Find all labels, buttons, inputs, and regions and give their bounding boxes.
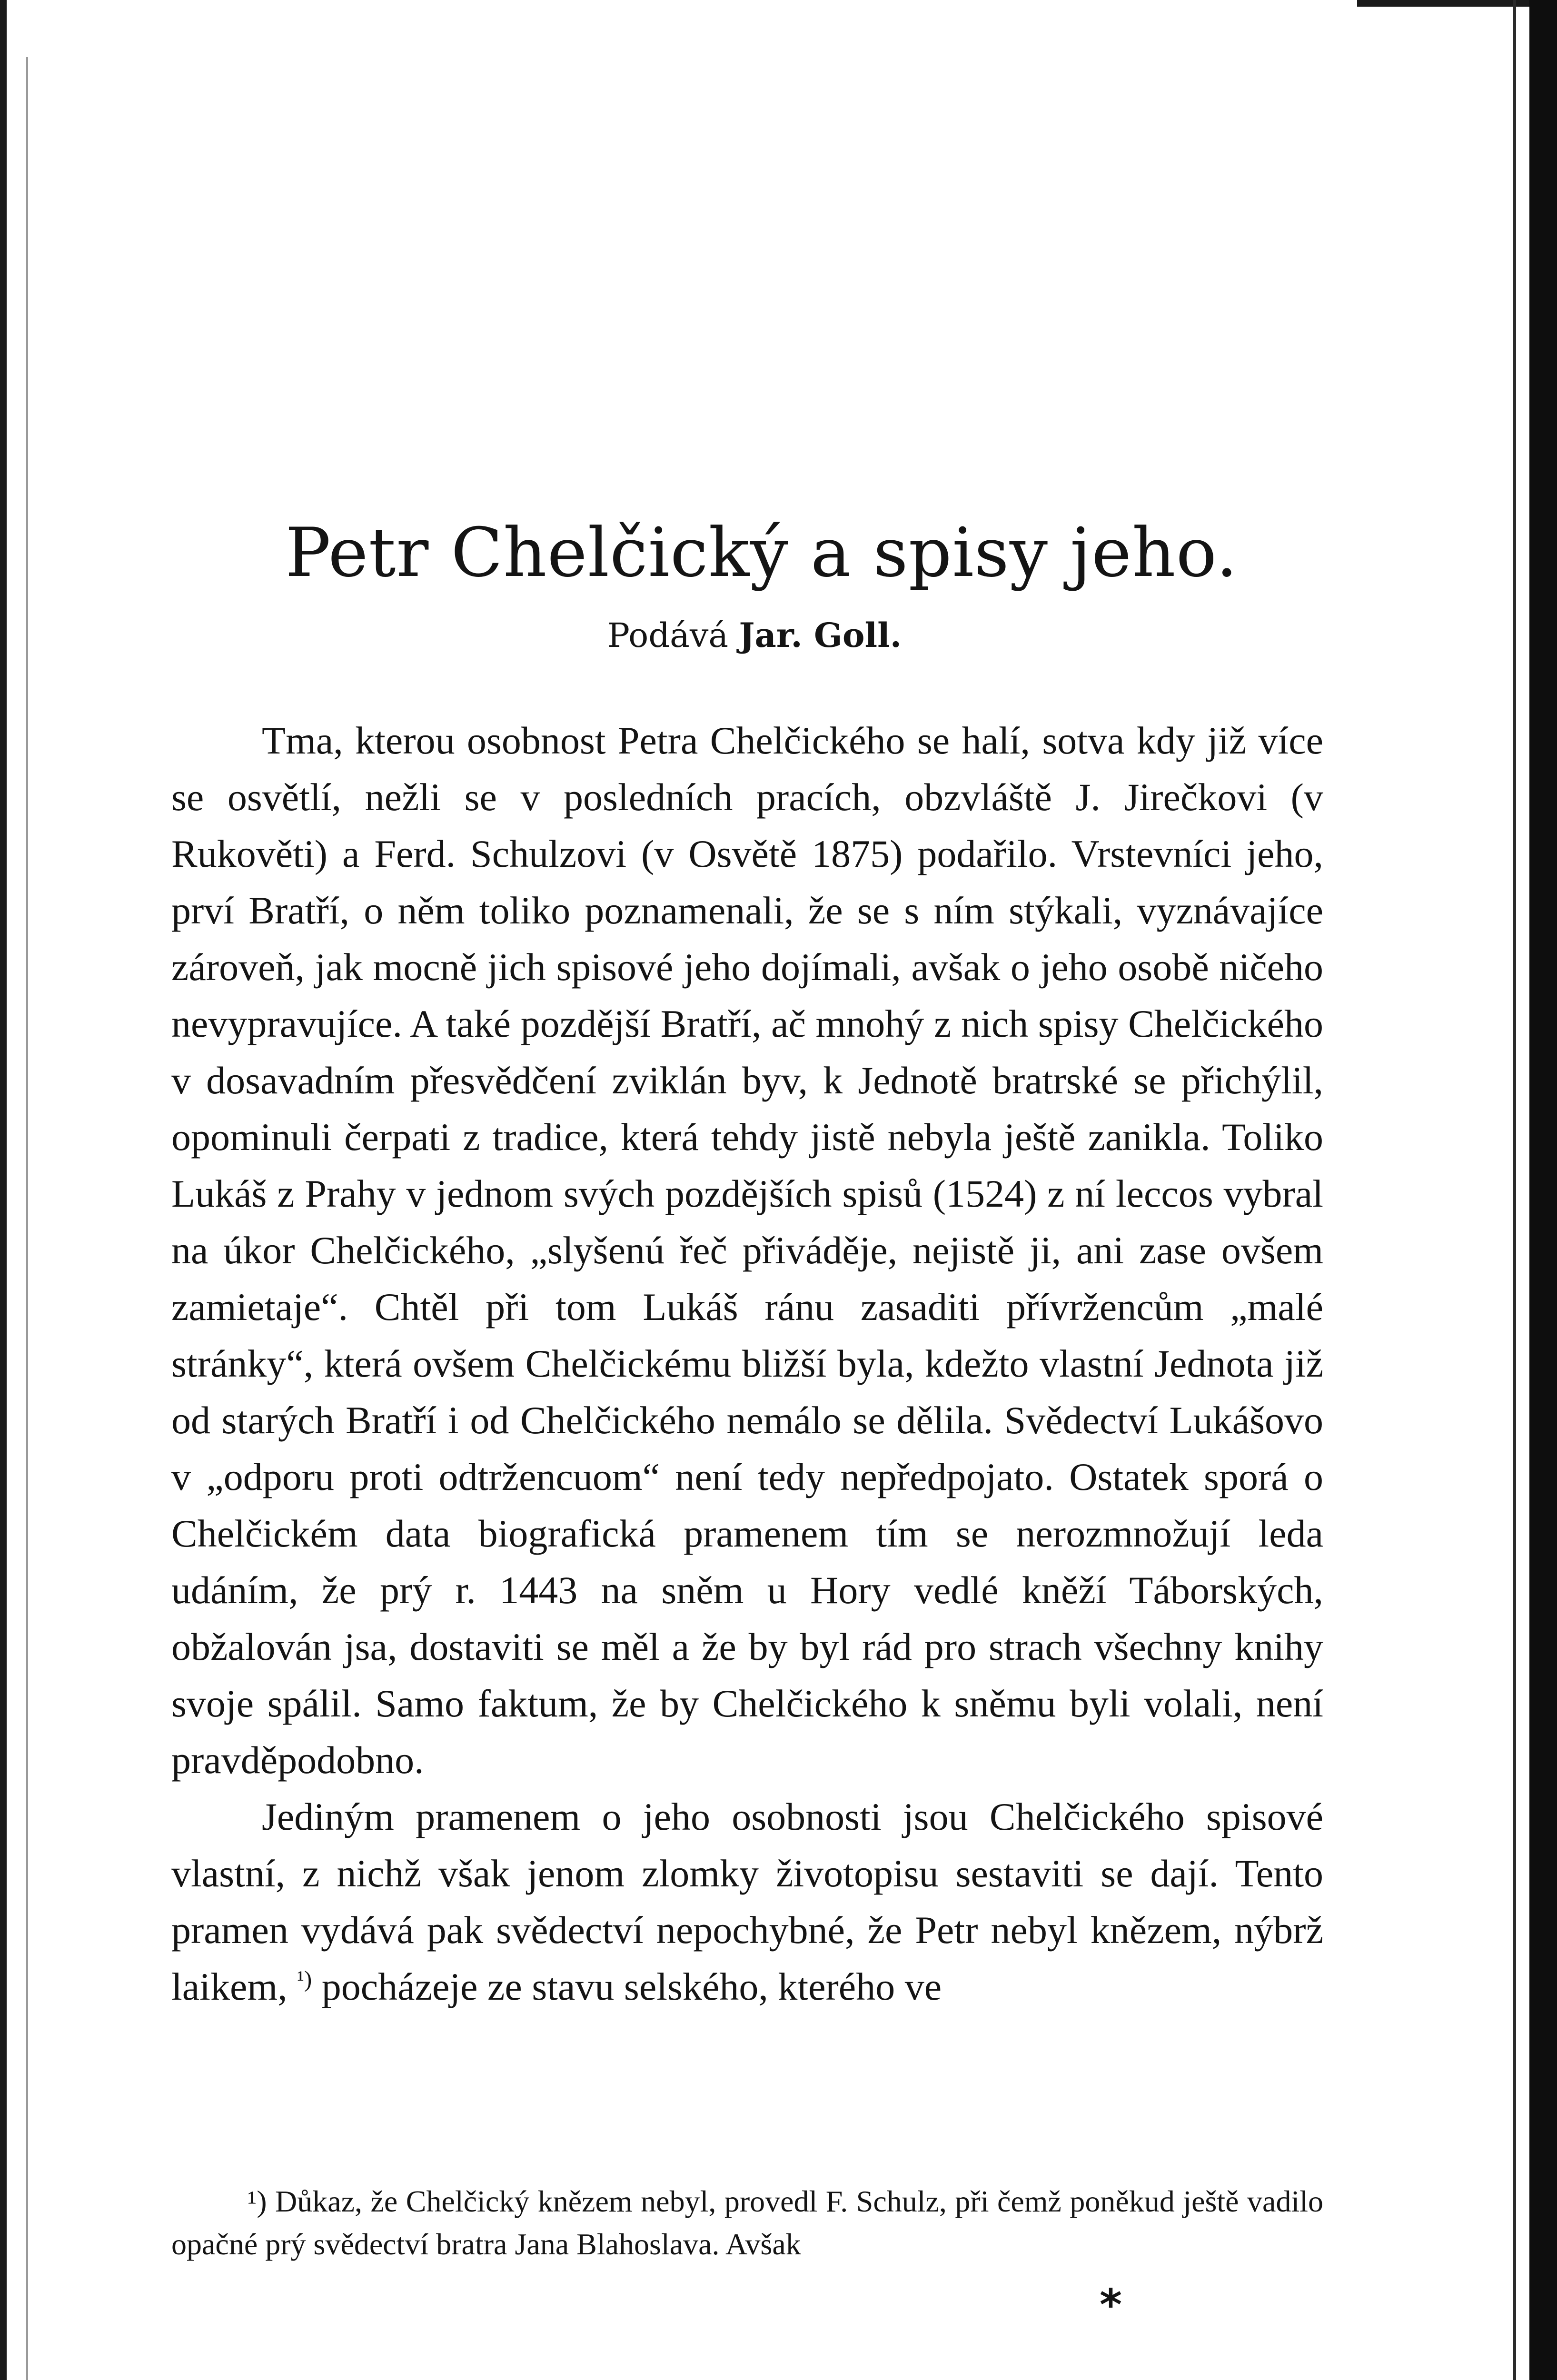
scan-edge-right: [1529, 0, 1557, 2380]
byline: [171, 615, 1323, 655]
body-text: [171, 712, 1323, 2015]
byline-author: Jar. Goll.: [739, 615, 902, 655]
page-content: [171, 514, 1323, 2015]
footnotes: [171, 2180, 1323, 2266]
footnote-mark: ¹): [248, 2184, 267, 2218]
footnote-reference: ¹): [297, 1966, 312, 1993]
page-title: Petr Chelčický a spisy jeho.: [285, 514, 1238, 592]
byline-prefix: Podává: [607, 616, 729, 655]
signature-mark: *: [1100, 2280, 1122, 2330]
paragraph-text: Jediným pramenem o jeho osobnosti jsou Chelčického spisové vlastní, z nichž však jenom zlomky životopisu sestaviti se dají. Tento pramen vydává pak svědectví nepochybné, že Petr nebyl knězem, nýbrž laikem,: [171, 1795, 1323, 2009]
scan-edge-top: [1357, 0, 1557, 7]
scan-edge-left: [0, 0, 7, 2380]
paragraph-text: Tma, kterou osobnost Petra Chelčického se halí, sotva kdy již více se osvětlí, nežli se v posledních pracích, obzvláště J. Jirečkovi (v Rukověti) a Ferd. Schulzovi (v Osvětě 1875) podařilo. Vrstevníci jeho, prví Bratří, o něm toliko poznamenali, že se s ním stýkali, vyznávajíce zároveň, jak mocně jich spisové jeho dojímali, avšak o jeho osobě ničeho nevypravujíce. A také pozdější Bratří, ač mnohý z nich spisy Chelčického v dosavadním přesvědčení zviklán byv, k Jednotě bratrské se přichýlil, opominuli čerpati z tradice, která tehdy jistě nebyla ještě zanikla. Toliko Lukáš z Prahy v jednom svých pozdějších spisů (1524) z ní leccos vybral na úkor Chelčického, „slyšenú řeč přiváděje, nejistě ji, ani zase ovšem zamietaje“. Chtěl při tom Lukáš ránu zasaditi přívržencům „malé stránky“, která ovšem Chelčickému bližší byla, kdežto vlastní Jednota již od starých Bratří i od Chelčického nemálo se dělila. Svědectví Lukášovo v „odporu proti odtržencuom“ není tedy nepředpojato. Ostatek sporá o Chelčickém data biografická pramenem tím se nerozmnožují leda udáním, že prý r. 1443 na sněm u Hory vedlé kněží Táborských, obžalován jsa, dostaviti se měl a že by byl rád pro strach všechny knihy svoje spálil. Samo faktum, že by Chelčického k sněmu byli volali, není pravděpodobno.: [171, 719, 1323, 1782]
footnote: [171, 2180, 1323, 2266]
footnote-text: Důkaz, že Chelčický knězem nebyl, provedl F. Schulz, při čemž poněkud ještě vadilo opačné prý svědectví bratra Jana Blahoslava. Avšak: [171, 2184, 1323, 2261]
paragraph-text-continued: pocházeje ze stavu selského, kterého ve: [312, 1965, 942, 2009]
paragraph: [171, 712, 1323, 1788]
scan-edge-right-line: [1513, 0, 1516, 2380]
scan-edge-left-line: [26, 57, 28, 2380]
paragraph: [171, 1788, 1323, 2015]
